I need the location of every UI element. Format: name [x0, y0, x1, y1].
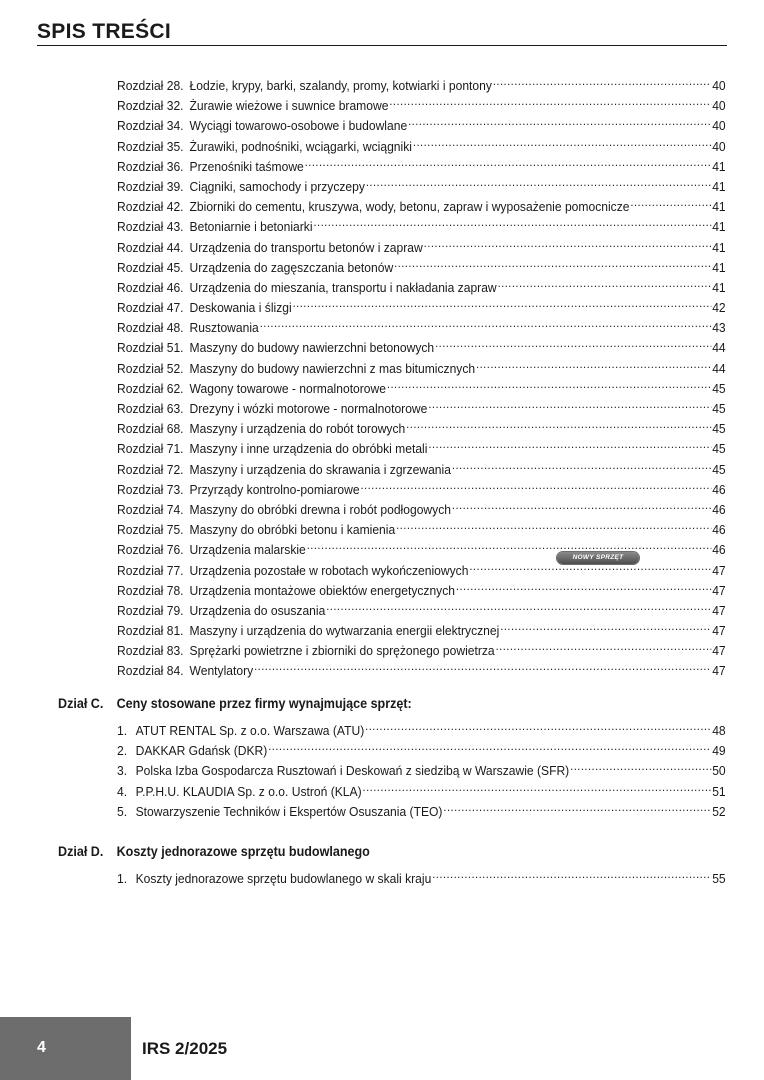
dot-leader — [452, 454, 711, 474]
section-c-title: Ceny stosowane przez firmy wynajmujące sprzęt: — [116, 696, 412, 711]
toc-entry-number: Rozdział 35. — [117, 138, 184, 154]
toc-entry[interactable] — [117, 232, 726, 255]
dot-leader — [360, 474, 711, 494]
dot-leader — [432, 863, 711, 883]
toc-entry-title: P.P.H.U. KLAUDIA Sp. z o.o. Ustroń (KLA) — [135, 783, 362, 799]
toc-entry-number: Rozdział 77. — [117, 562, 184, 578]
toc-entry-page: 45 — [712, 461, 726, 477]
toc-entry-number: Rozdział 47. — [117, 300, 184, 316]
toc-entry-title: Przenośniki taśmowe — [189, 158, 304, 174]
toc-entry-title: Łodzie, krypy, barki, szalandy, promy, kotwiarki i pontony — [189, 78, 492, 93]
toc-entry-number: Rozdział 83. — [117, 643, 184, 659]
toc-entry[interactable] — [117, 655, 726, 679]
dot-leader — [293, 292, 712, 312]
toc-entry-number: Rozdział 71. — [117, 441, 184, 457]
dot-leader — [500, 615, 711, 635]
toc-entry-title: Wagony towarowe - normalnotorowe — [189, 380, 386, 396]
toc-entry-title: Urządzenia montażowe obiektów energetycznych — [189, 582, 455, 598]
toc-entry-number: Rozdział 73. — [117, 481, 184, 497]
toc-entry-number: Rozdział 75. — [117, 522, 184, 538]
toc-entry-number: Rozdział 42. — [117, 199, 184, 215]
toc-entry-number: Rozdział 34. — [117, 118, 184, 134]
toc-entry-number: Rozdział 63. — [117, 401, 184, 416]
toc-entry-page: 43 — [712, 320, 726, 336]
toc-entry-number: Rozdział 39. — [117, 178, 184, 194]
dot-leader — [305, 151, 712, 171]
toc-entry-title: Maszyny do budowy nawierzchni z mas bitumicznych — [189, 360, 476, 376]
toc-entry[interactable] — [117, 110, 726, 134]
toc-entry-number: Rozdział 44. — [117, 239, 184, 255]
dot-leader — [307, 534, 712, 554]
toc-entry-title: Wyciągi towarowo-osobowe i budowlane — [189, 118, 408, 134]
footer-page-number: 4 — [37, 1039, 46, 1056]
toc-entry[interactable] — [117, 635, 726, 659]
toc-entry[interactable] — [117, 393, 726, 416]
toc-entry-page: 47 — [712, 643, 726, 659]
toc-entry-page: 46 — [712, 522, 726, 538]
toc-entry-title: Urządzenia do mieszania, transportu i nakładania zapraw — [189, 279, 497, 295]
toc-entry-number: 3. — [117, 763, 128, 779]
toc-entry-number: 4. — [117, 783, 128, 799]
dot-leader — [498, 272, 712, 292]
dot-leader — [313, 211, 711, 231]
dot-leader — [396, 514, 711, 534]
dot-leader — [424, 232, 712, 252]
toc-entry-number: 2. — [117, 743, 128, 759]
toc-entry-page: 41 — [712, 178, 726, 194]
dot-leader — [366, 171, 711, 191]
toc-entry-page: 52 — [712, 803, 726, 819]
footer-page-box — [0, 1017, 131, 1080]
toc-entry[interactable] — [117, 272, 726, 295]
toc-entry-number: Rozdział 68. — [117, 421, 184, 437]
toc-entry-title: Maszyny do budowy nawierzchni betonowych — [189, 340, 435, 356]
toc-entry-number: Rozdział 43. — [117, 219, 184, 235]
section-c — [58, 693, 726, 819]
toc-entry-number: 1. — [117, 871, 128, 886]
toc-entry-page: 47 — [712, 562, 726, 578]
toc-entry-title: Zbiorniki do cementu, kruszywa, wody, betonu, zapraw i wyposażenie pomocnicze — [189, 199, 630, 215]
toc-entry-number: Rozdział 36. — [117, 158, 184, 174]
dot-leader — [326, 595, 711, 615]
toc-entry-title: Urządzenia pozostałe w robotach wykończeniowych — [189, 562, 469, 578]
toc-entry[interactable] — [117, 191, 726, 215]
toc-entry-page: 41 — [712, 239, 726, 255]
toc-entry-title: Urządzenia do transportu betonów i zapraw — [189, 239, 423, 255]
toc-entry-page: 40 — [712, 98, 726, 114]
dot-leader — [452, 494, 711, 514]
toc-entry-page: 47 — [712, 602, 726, 618]
toc-entry-page: 46 — [712, 481, 726, 497]
toc-entry-number: Rozdział 78. — [117, 582, 184, 598]
toc-entry[interactable] — [117, 796, 726, 819]
toc-entry[interactable] — [117, 575, 726, 598]
toc-entry-number: Rozdział 52. — [117, 360, 184, 376]
toc-entry[interactable] — [117, 863, 726, 886]
toc-entry-number: Rozdział 62. — [117, 380, 184, 396]
dot-leader — [456, 575, 711, 595]
toc-entry-number: Rozdział 32. — [117, 98, 184, 114]
toc-entry-number: Rozdział 79. — [117, 602, 184, 618]
section-c-heading — [58, 693, 676, 715]
toc-entry-page: 48 — [712, 723, 726, 738]
toc-entry[interactable] — [117, 474, 726, 497]
dot-leader — [435, 332, 711, 352]
toc-entry-title: Żurawie wieżowe i suwnice bramowe — [189, 98, 389, 114]
toc-entry-title: Maszyny do obróbki drewna i robót podłogowych — [189, 501, 451, 517]
toc-entry-title: Maszyny do obróbki betonu i kamienia — [189, 522, 396, 538]
toc-entry-number: 5. — [117, 803, 128, 819]
toc-entry[interactable] — [117, 252, 726, 275]
toc-entry-page: 42 — [712, 300, 726, 316]
toc-entry-number: Rozdział 45. — [117, 259, 184, 275]
toc-entry-page: 46 — [712, 542, 726, 558]
toc-entry-title: Urządzenia do osuszania — [189, 602, 326, 618]
new-equipment-badge: NOWY SPRZĘT — [557, 552, 639, 564]
dot-leader — [428, 433, 711, 453]
toc-entry-page: 41 — [712, 158, 726, 174]
footer-publication: IRS 2/2025 — [142, 1039, 228, 1058]
toc-entry-page: 50 — [712, 763, 726, 779]
toc-entry-title: Koszty jednorazowe sprzętu budowlanego w skali kraju — [135, 871, 432, 886]
dot-leader — [268, 735, 711, 755]
toc-entry[interactable] — [117, 433, 726, 457]
toc-entry-page: 51 — [712, 783, 726, 799]
toc-entry-page: 44 — [712, 360, 726, 376]
dot-leader — [493, 70, 711, 90]
toc-entry-number: Rozdział 48. — [117, 320, 184, 336]
toc-entry-page: 41 — [712, 219, 726, 235]
dot-leader — [406, 413, 711, 433]
toc-entry-page: 40 — [712, 78, 726, 93]
toc-entry[interactable] — [117, 211, 726, 235]
toc-entry[interactable] — [117, 755, 726, 779]
toc-entry-page: 47 — [712, 623, 726, 639]
toc-entry[interactable] — [117, 90, 726, 114]
toc-entry-number: Rozdział 72. — [117, 461, 184, 477]
dot-leader — [428, 393, 711, 413]
dot-leader — [365, 715, 711, 735]
section-c-label: Dział C. — [58, 696, 104, 711]
dot-leader — [260, 312, 712, 332]
toc-entry[interactable] — [117, 715, 726, 738]
toc-entry[interactable] — [117, 454, 726, 477]
toc-entry-title: Maszyny i urządzenia do wytwarzania energii elektrycznej — [189, 623, 500, 639]
toc-entry-title: Urządzenia do zagęszczania betonów — [189, 259, 394, 275]
toc-entry-title: Urządzenia malarskie — [189, 542, 306, 558]
toc-entry-title: Maszyny i inne urządzenia do obróbki metali — [189, 441, 428, 457]
toc-entry-page: 47 — [712, 582, 726, 598]
toc-entry-page: 45 — [712, 421, 726, 437]
dot-leader — [476, 353, 711, 373]
toc-entry-page: 55 — [712, 871, 726, 886]
toc-entry-title: Deskowania i ślizgi — [189, 300, 292, 316]
section-d-heading — [58, 841, 676, 863]
toc-entry-number: 1. — [117, 723, 128, 738]
toc-entry-title: Polska Izba Gospodarcza Rusztowań i Deskowań z siedzibą w Warszawie (SFR) — [135, 763, 570, 779]
toc-entry-page: 45 — [712, 380, 726, 396]
page-title: SPIS TREŚCI — [37, 20, 171, 43]
toc-entry[interactable] — [117, 171, 726, 194]
dot-leader — [630, 191, 711, 211]
toc-entry[interactable] — [117, 595, 726, 618]
toc-entry-page: 49 — [712, 743, 726, 759]
section-d-title: Koszty jednorazowe sprzętu budowlanego — [116, 844, 370, 859]
section-d-items — [117, 863, 726, 886]
toc-entry-title: Żurawiki, podnośniki, wciągarki, wciągniki — [189, 138, 412, 154]
section-d — [58, 841, 726, 886]
toc-entry-number: Rozdział 81. — [117, 623, 184, 639]
toc-entry-number: Rozdział 84. — [117, 663, 184, 679]
toc-entry-page: 46 — [712, 501, 726, 517]
dot-leader — [389, 90, 711, 110]
toc-entry-title: Przyrządy kontrolno-pomiarowe — [189, 481, 360, 497]
toc-entry-title: Drezyny i wózki motorowe - normalnotorowe — [189, 401, 428, 416]
section-d-label: Dział D. — [58, 844, 104, 859]
toc-entry-number: Rozdział 46. — [117, 279, 184, 295]
chapter-list — [117, 70, 726, 679]
toc-entry[interactable] — [117, 413, 726, 437]
toc-entry-number: Rozdział 76. — [117, 542, 184, 558]
toc-entry-page: 40 — [712, 118, 726, 134]
toc-entry[interactable] — [117, 494, 726, 517]
toc-entry-title: ATUT RENTAL Sp. z o.o. Warszawa (ATU) — [135, 723, 365, 738]
dot-leader — [254, 655, 711, 675]
toc-entry[interactable] — [117, 131, 726, 154]
dot-leader — [496, 635, 712, 655]
dot-leader — [387, 373, 711, 393]
toc-entry[interactable] — [117, 151, 726, 174]
dot-leader — [394, 252, 711, 272]
toc-entry[interactable] — [117, 615, 726, 639]
toc-entry-page: 41 — [712, 199, 726, 215]
toc-entry-number: Rozdział 51. — [117, 340, 184, 356]
toc-entry-page: 45 — [712, 401, 726, 416]
toc-entry-page: 41 — [712, 279, 726, 295]
section-c-items — [117, 715, 726, 819]
toc-entry[interactable] — [117, 292, 726, 316]
toc-entry-title: DAKKAR Gdańsk (DKR) — [135, 743, 268, 759]
toc-entry-page: 40 — [712, 138, 726, 154]
toc-entry[interactable] — [117, 735, 726, 759]
header-rule — [37, 45, 727, 46]
toc-entry[interactable] — [117, 312, 726, 336]
toc-entry[interactable] — [117, 514, 726, 538]
toc-entry[interactable] — [117, 776, 726, 799]
toc-entry[interactable] — [117, 70, 726, 93]
toc-entry-title: Betoniarnie i betoniarki — [189, 219, 313, 235]
dot-leader — [363, 776, 712, 796]
dot-leader — [443, 796, 711, 816]
toc-entry-title: Maszyny i urządzenia do robót torowych — [189, 421, 406, 437]
toc-entry-page: 44 — [712, 340, 726, 356]
toc-entry-title: Maszyny i urządzenia do skrawania i zgrzewania — [189, 461, 451, 477]
toc-entry[interactable] — [117, 373, 726, 396]
toc-entry-number: Rozdział 28. — [117, 78, 184, 93]
toc-entry-page: 45 — [712, 441, 726, 457]
toc-entry-title: Rusztowania — [189, 320, 259, 336]
toc-entry-number: Rozdział 74. — [117, 501, 184, 517]
toc-entry[interactable] — [117, 332, 726, 356]
dot-leader — [413, 131, 711, 151]
toc-entry-title: Sprężarki powietrzne i zbiorniki do sprężonego powietrza — [189, 643, 495, 659]
toc-entry-title: Wentylatory — [189, 663, 254, 679]
dot-leader — [408, 110, 711, 130]
toc-entry-page: 41 — [712, 259, 726, 275]
toc-entry[interactable] — [117, 353, 726, 376]
toc-entry-page: 47 — [712, 663, 726, 679]
toc-entry-title: Ciągniki, samochody i przyczepy — [189, 178, 365, 194]
dot-leader — [570, 755, 711, 775]
toc-entry-title: Stowarzyszenie Techników i Ekspertów Osuszania (TEO) — [135, 803, 443, 819]
